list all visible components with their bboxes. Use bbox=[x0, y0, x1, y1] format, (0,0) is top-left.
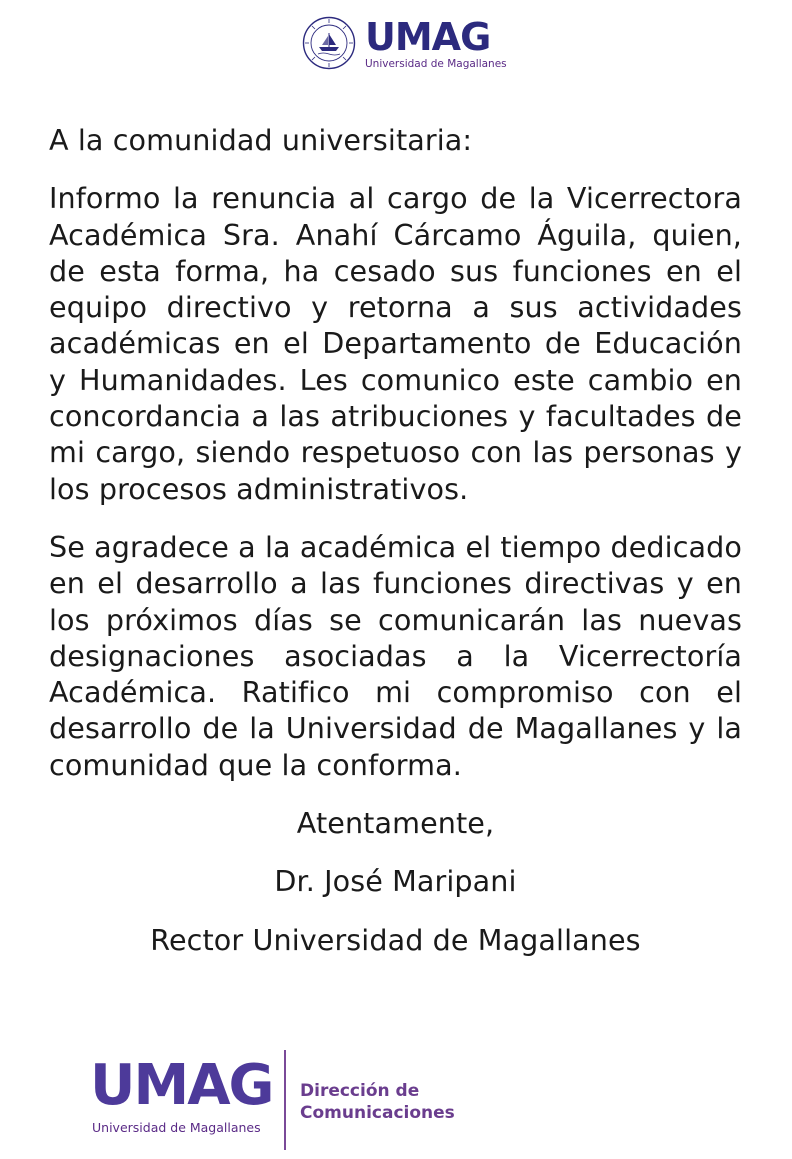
letter-paragraph-2: Se agradece a la académica el tiempo dedicado en el desarrollo a las funciones directivas y en los próximos días se comunicarán las nuevas designaciones asociadas a la Vicerrectoría Académica. Ratifico mi compromiso con el desarrollo de la Universidad de Magallanes y la comunidad que la conforma. bbox=[49, 529, 742, 782]
header-logo-subtitle: Universidad de Magallanes bbox=[365, 58, 507, 70]
footer-department-line2: Comunicaciones bbox=[300, 1103, 455, 1123]
letter-salutation: A la comunidad universitaria: bbox=[49, 123, 473, 157]
header-wordmark bbox=[365, 15, 507, 74]
footer-department-line1: Dirección de bbox=[300, 1081, 420, 1101]
signer-title: Rector Universidad de Magallanes bbox=[150, 922, 641, 957]
letter-closing: Atentamente, bbox=[296, 806, 495, 841]
letter-body bbox=[49, 122, 742, 980]
signer-name: Dr. José Maripani bbox=[274, 864, 517, 899]
university-seal-icon bbox=[302, 16, 356, 70]
letter-paragraph-1: Informo la renuncia al cargo de la Vicerrectora Académica Sra. Anahí Cárcamo Águila, quien, de esta forma, ha cesado sus funciones en el equipo directivo y retorna a sus actividades académicas en el Departamento de Educación y Humanidades. Les comunico este cambio en concordancia a las atribuciones y facultades de mi cargo, siendo respetuoso con las personas y los procesos administrativos. bbox=[49, 181, 742, 506]
footer-department bbox=[300, 1080, 455, 1124]
footer-logo-wordmark: UMAG bbox=[90, 1053, 273, 1118]
footer-logo-subtitle: Universidad de Magallanes bbox=[92, 1120, 261, 1135]
header-logo-wordmark: UMAG bbox=[365, 15, 491, 59]
header-logo bbox=[0, 16, 792, 76]
footer-divider bbox=[284, 1050, 286, 1150]
footer-logo bbox=[90, 1050, 510, 1150]
